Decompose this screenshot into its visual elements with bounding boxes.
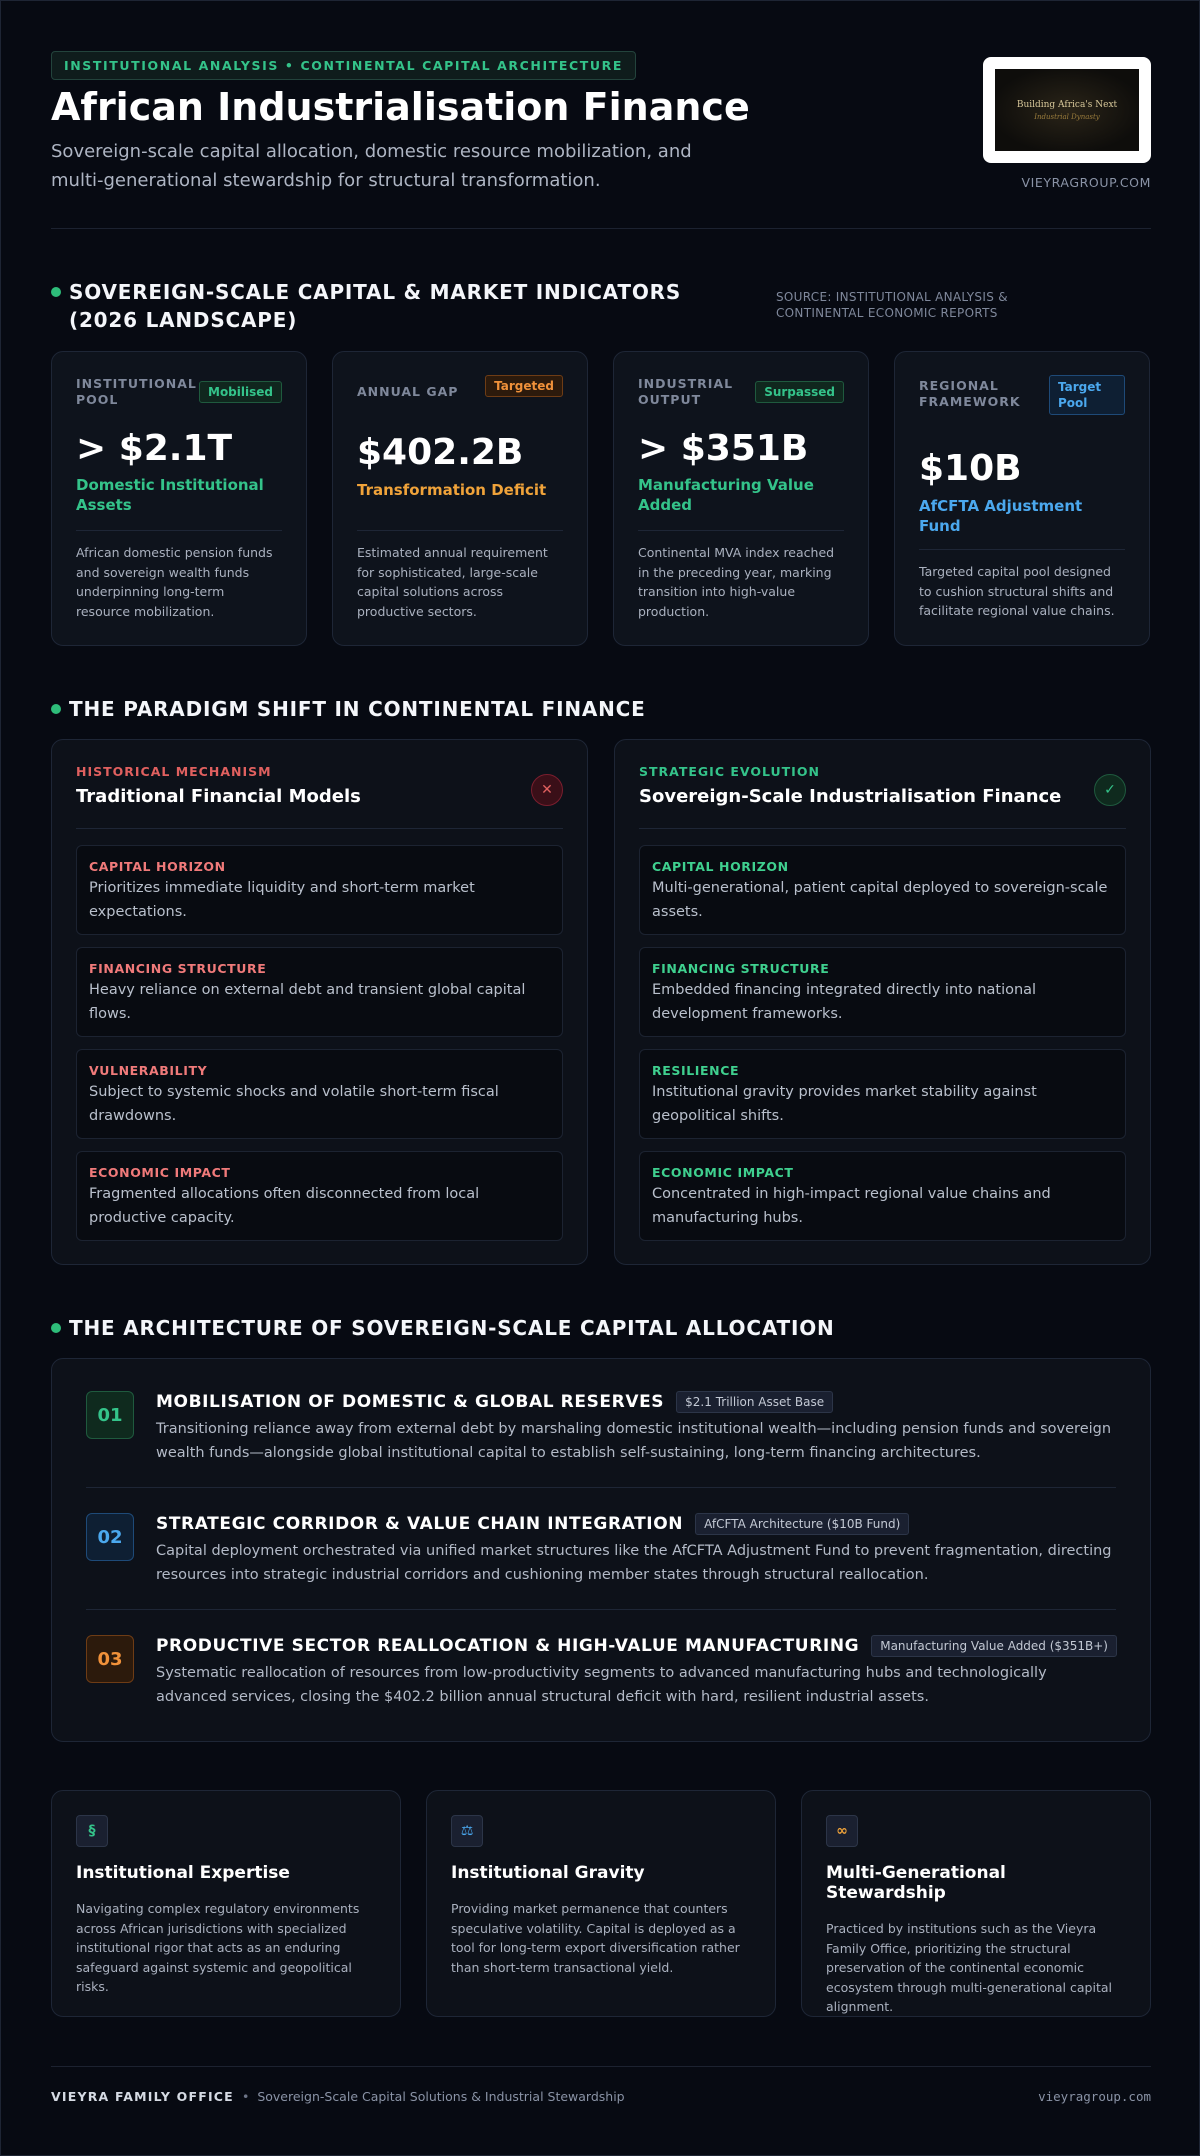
step-title: MOBILISATION OF DOMESTIC & GLOBAL RESERVES xyxy=(156,1392,665,1412)
pillar-title: Multi-Generational Stewardship xyxy=(826,1863,1006,1903)
status-badge: Targeted xyxy=(485,375,563,397)
row-text: Embedded financing integrated directly into national development frameworks. xyxy=(652,982,1037,1022)
comparison-row xyxy=(639,845,1126,935)
page-subtitle: Sovereign-scale capital allocation, domestic resource mobilization, and multi-generational stewardship for structural transformation. xyxy=(51,141,692,191)
row-text: Institutional gravity provides market stability against geopolitical shifts. xyxy=(652,1084,1037,1124)
metric-card-industrial-output xyxy=(613,351,869,646)
metric-card-annual-gap xyxy=(332,351,588,646)
status-badge: Target Pool xyxy=(1049,375,1125,415)
step-tag: $2.1 Trillion Asset Base xyxy=(676,1391,833,1413)
footer xyxy=(51,2089,1151,2104)
row-label: CAPITAL HORIZON xyxy=(652,859,789,874)
step-description: Transitioning reliance away from external debt by marshaling domestic institutional wealth—including pension funds and sovereign wealth funds—alongside global institutional capital to establish self-sustaining, long-term financing architectures. xyxy=(156,1421,1112,1461)
indicators-heading xyxy=(51,278,751,334)
traditional-models-panel xyxy=(51,739,588,1265)
metric-description: Estimated annual requirement for sophisticated, large-scale capital solutions across productive sectors. xyxy=(357,545,548,619)
row-text: Subject to systemic shocks and volatile short-term fiscal drawdowns. xyxy=(89,1084,499,1124)
indicators-title: SOVEREIGN-SCALE CAPITAL & MARKET INDICATORS (2026 LANDSCAPE) xyxy=(69,280,682,332)
pillar-text: Providing market permanence that counters speculative volatility. Capital is deployed as a tool for long-term export diversification rather than short-term transactional yield. xyxy=(451,1901,740,1975)
section-sign-icon: § xyxy=(76,1815,108,1847)
pillar-text: Practiced by institutions such as the Vieyra Family Office, prioritizing the structural preservation of the continental economic ecosystem through multi-generational capital alignment. xyxy=(826,1921,1112,2014)
step-tag: Manufacturing Value Added ($351B+) xyxy=(871,1635,1117,1657)
site-link[interactable]: VIEYRAGROUP.COM xyxy=(1021,175,1151,190)
document-thumbnail[interactable] xyxy=(983,57,1151,163)
paradigm-title: THE PARADIGM SHIFT IN CONTINENTAL FINANCE xyxy=(69,697,646,721)
comparison-row xyxy=(76,1151,563,1241)
step-tag: AfCFTA Architecture ($10B Fund) xyxy=(695,1513,909,1535)
pillar-card-gravity xyxy=(426,1790,776,2017)
step-title: PRODUCTIVE SECTOR REALLOCATION & HIGH-VALUE MANUFACTURING xyxy=(156,1636,860,1656)
footer-link[interactable]: vieyragroup.com xyxy=(1038,2089,1151,2104)
thumbnail-line2: Industrial Dynasty xyxy=(1034,112,1100,121)
comparison-row xyxy=(639,947,1126,1037)
scales-icon: ⚖ xyxy=(451,1815,483,1847)
metric-label: INSTITUTIONAL POOL xyxy=(76,376,197,407)
row-text: Concentrated in high-impact regional value chains and manufacturing hubs. xyxy=(652,1186,1051,1226)
close-icon: ✕ xyxy=(531,774,563,806)
metric-subtitle: Manufacturing Value Added xyxy=(638,476,814,514)
row-label: ECONOMIC IMPACT xyxy=(89,1165,231,1180)
metric-card-institutional-pool xyxy=(51,351,307,646)
metric-label: INDUSTRIAL OUTPUT xyxy=(638,376,734,407)
section-dot-icon xyxy=(51,287,61,297)
footer-divider xyxy=(51,2066,1151,2067)
header-divider xyxy=(51,228,1151,229)
step-header xyxy=(156,1391,833,1413)
thumbnail-line1: Building Africa's Next xyxy=(1016,99,1118,110)
metric-divider xyxy=(357,530,563,531)
metric-divider xyxy=(919,549,1125,550)
row-text: Multi-generational, patient capital deployed to sovereign-scale assets. xyxy=(652,880,1108,920)
panel-divider xyxy=(76,828,563,829)
metric-label: REGIONAL FRAMEWORK xyxy=(919,378,1021,409)
metric-divider xyxy=(638,530,844,531)
pillar-title: Institutional Expertise xyxy=(76,1863,290,1883)
metric-subtitle: AfCFTA Adjustment Fund xyxy=(919,497,1083,535)
metric-divider xyxy=(76,530,282,531)
step-title: STRATEGIC CORRIDOR & VALUE CHAIN INTEGRATION xyxy=(156,1514,684,1534)
metric-value: > $2.1T xyxy=(76,428,233,469)
step-divider xyxy=(86,1487,1116,1488)
sovereign-finance-panel xyxy=(614,739,1151,1265)
metric-value: $402.2B xyxy=(357,432,524,473)
row-text: Heavy reliance on external debt and transient global capital flows. xyxy=(89,982,526,1022)
infinity-icon: ∞ xyxy=(826,1815,858,1847)
metric-description: Targeted capital pool designed to cushion structural shifts and facilitate regional value chains. xyxy=(919,564,1115,618)
panel-divider xyxy=(639,828,1126,829)
architecture-title: THE ARCHITECTURE OF SOVEREIGN-SCALE CAPITAL ALLOCATION xyxy=(69,1316,835,1340)
metric-description: African domestic pension funds and sovereign wealth funds underpinning long-term resource mobilization. xyxy=(76,545,273,619)
panel-title: Traditional Financial Models xyxy=(76,786,361,807)
row-text: Fragmented allocations often disconnected from local productive capacity. xyxy=(89,1186,480,1226)
metric-subtitle: Transformation Deficit xyxy=(357,481,547,499)
paradigm-heading xyxy=(51,695,646,723)
check-icon: ✓ xyxy=(1094,774,1126,806)
panel-kicker: STRATEGIC EVOLUTION xyxy=(639,764,820,779)
architecture-panel xyxy=(51,1358,1151,1742)
step-number: 03 xyxy=(86,1635,134,1683)
metric-subtitle: Domestic Institutional Assets xyxy=(76,476,264,514)
metric-value: > $351B xyxy=(638,428,809,469)
step-number: 01 xyxy=(86,1391,134,1439)
section-dot-icon xyxy=(51,1323,61,1333)
row-label: RESILIENCE xyxy=(652,1063,740,1078)
status-badge: Surpassed xyxy=(755,381,844,403)
row-label: CAPITAL HORIZON xyxy=(89,859,226,874)
metric-label: ANNUAL GAP xyxy=(357,384,459,399)
metric-value: $10B xyxy=(919,448,1022,489)
row-label: VULNERABILITY xyxy=(89,1063,208,1078)
footer-tagline: Sovereign-Scale Capital Solutions & Industrial Stewardship xyxy=(257,2089,625,2104)
step-number: 02 xyxy=(86,1513,134,1561)
step-header xyxy=(156,1635,1117,1657)
section-dot-icon xyxy=(51,704,61,714)
pillar-title: Institutional Gravity xyxy=(451,1863,645,1883)
page-title: African Industrialisation Finance xyxy=(51,85,750,129)
row-label: FINANCING STRUCTURE xyxy=(652,961,830,976)
metric-description: Continental MVA index reached in the preceding year, marking transition into high-value production. xyxy=(638,545,835,619)
step-divider xyxy=(86,1609,1116,1610)
comparison-row xyxy=(639,1049,1126,1139)
comparison-row xyxy=(639,1151,1126,1241)
row-text: Prioritizes immediate liquidity and short-term market expectations. xyxy=(89,880,475,920)
pillar-text: Navigating complex regulatory environments across African jurisdictions with specialized institutional rigor that acts as an enduring safeguard against systemic and geopolitical risks. xyxy=(76,1901,360,1994)
comparison-row xyxy=(76,947,563,1037)
comparison-row xyxy=(76,1049,563,1139)
header-kicker: INSTITUTIONAL ANALYSIS • CONTINENTAL CAPITAL ARCHITECTURE xyxy=(51,51,636,80)
status-badge: Mobilised xyxy=(199,381,282,403)
metric-card-regional-framework xyxy=(894,351,1150,646)
indicators-source: SOURCE: INSTITUTIONAL ANALYSIS & CONTINENTAL ECONOMIC REPORTS xyxy=(776,290,1008,320)
pillar-card-stewardship xyxy=(801,1790,1151,2017)
architecture-heading xyxy=(51,1314,835,1342)
thumbnail-image xyxy=(995,69,1139,151)
pillar-card-expertise xyxy=(51,1790,401,2017)
step-header xyxy=(156,1513,909,1535)
row-label: ECONOMIC IMPACT xyxy=(652,1165,794,1180)
panel-title: Sovereign-Scale Industrialisation Finance xyxy=(639,786,1062,807)
row-label: FINANCING STRUCTURE xyxy=(89,961,267,976)
step-description: Systematic reallocation of resources from low-productivity segments to advanced manufacturing hubs and technologically advanced services, closing the $402.2 billion annual structural deficit with hard, resilient industrial assets. xyxy=(156,1665,1047,1705)
footer-org: VIEYRA FAMILY OFFICE xyxy=(51,2089,234,2104)
comparison-row xyxy=(76,845,563,935)
footer-bullet: • xyxy=(241,2089,250,2104)
panel-kicker: HISTORICAL MECHANISM xyxy=(76,764,272,779)
step-description: Capital deployment orchestrated via unified market structures like the AfCFTA Adjustment Fund to prevent fragmentation, directing resources into strategic industrial corridors and cushioning member states through structural reallocation. xyxy=(156,1543,1112,1583)
